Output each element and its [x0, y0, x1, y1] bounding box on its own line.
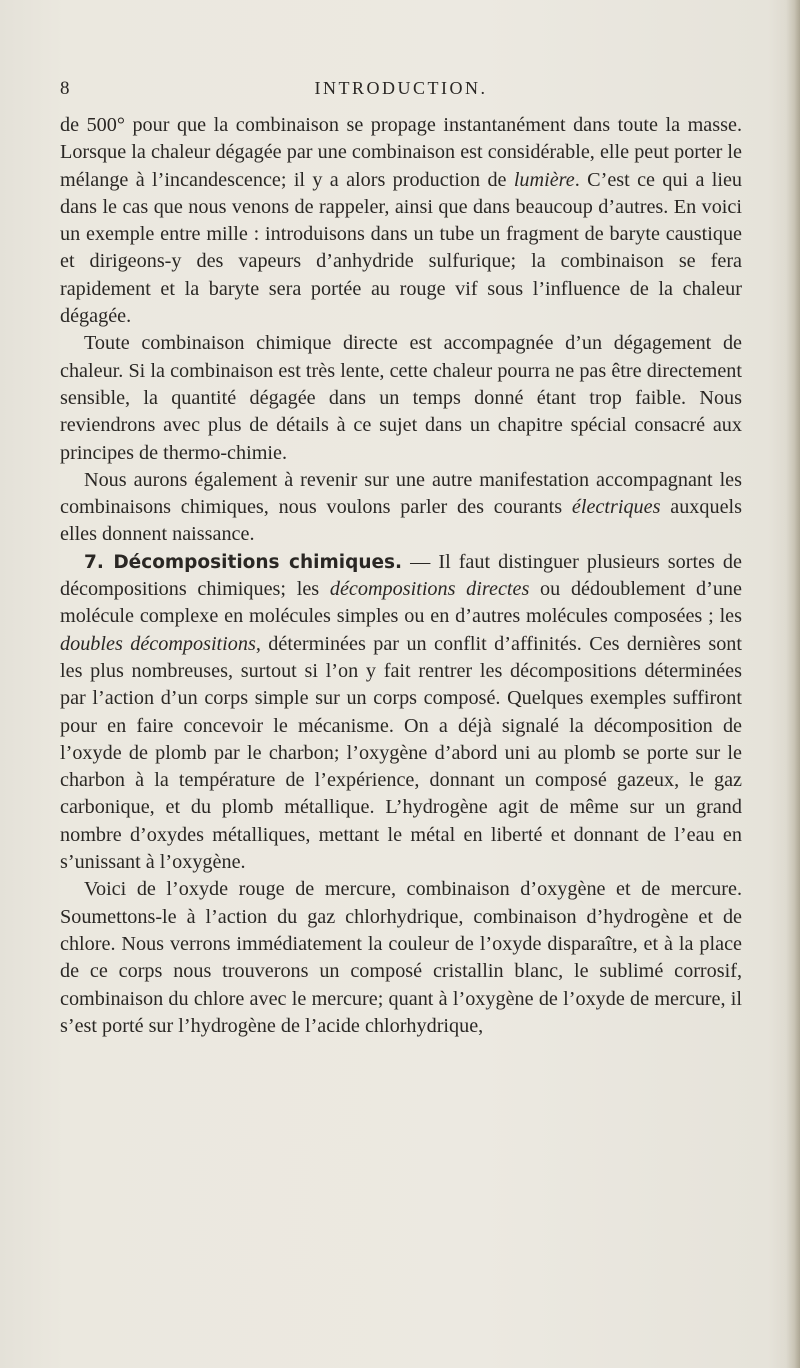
paragraph-2: Toute combinaison chimique directe est accompagnée d’un dégagement de chaleur. Si la combinaison est très lente, cette chaleur pourra ne pas être directement sensible, la quantité dégagée dans un temps donné étant trop faible. Nous reviendrons avec plus de détails à ce sujet dans un chapitre spécial consacré aux principes de thermo-chimie.	[60, 332, 742, 464]
page-edge-shadow	[786, 0, 800, 1368]
emphasis-doubles-decompositions: doubles décompositions	[60, 632, 256, 655]
emphasis-lumiere: lumière	[513, 168, 575, 191]
paragraph-3: Nous aurons également à revenir sur une autre manifestation accompagnant les combinaisons chimiques, nous voulons parler des courants électriques auxquels elles donnent naissance.	[60, 468, 743, 546]
paragraph-4: 7. Décompositions chimiques. — Il faut distinguer plusieurs sortes de décompositions chimiques; les décompositions directes ou dédoublement d’une molécule complexe en molécules simples ou en d’autres molécules composées ; les doubles décompositions, déterminées par un conflit d’affinités. Ces dernières sont les plus nombreuses, surtout si l’on y fait rentrer les décompositions déterminées par l’action d’un corps simple sur un corps composé. Quelques exemples suffiront pour en faire concevoir le mécanisme. On a déjà signalé la décomposition de l’oxyde de plomb par le charbon; l’oxygène d’abord uni au plomb se porte sur le charbon à la température de l’expérience, donnant un composé gazeux, le gaz carbonique, et du plomb métallique. L’hydrogène agit de même sur un grand nombre d’oxydes métalliques, mettant le métal en liberté et donnant de l’eau en s’unissant à l’oxygène.	[60, 550, 742, 874]
page-number: 8	[60, 78, 70, 99]
paragraph-1: de 500° pour que la combinaison se propage instantanément dans toute la masse. Lorsque la chaleur dégagée par une combinaison est considérable, elle peut porter le mélange à l’incandescence; il y a alors production de lumière. C’est ce qui a lieu dans le cas que nous venons de rappeler, ainsi que dans beaucoup d’autres. En voici un exemple entre mille : introduisons dans un tube un fragment de baryte caustique et dirigeons-y des vapeurs d’anhydride sulfurique; la combinaison se fera rapidement et la baryte sera portée au rouge vif sous l’influence de la chaleur dégagée.	[60, 114, 742, 328]
body-text	[60, 112, 742, 1040]
paragraph-5: Voici de l’oxyde rouge de mercure, combinaison d’oxygène et de mercure. Soumettons-le à l’action du gaz chlorhydrique, combinaison d’hydrogène et de chlore. Nous verrons immédiatement la couleur de l’oxyde disparaître, et à la place de ce corps nous trouverons un composé cristallin blanc, le sublimé corrosif, combinaison du chlore avec le mercure; quant à l’oxygène de l’oxyde de mercure, il s’est porté sur l’hydrogène de l’acide chlorhydrique,	[60, 878, 742, 1037]
page-header	[60, 78, 742, 102]
running-title: INTRODUCTION.	[314, 78, 488, 98]
emphasis-decompositions-directes: décompositions directes	[329, 578, 530, 601]
section-heading: 7. Décompositions chimiques.	[84, 551, 403, 573]
emphasis-electriques: électriques	[571, 496, 661, 519]
